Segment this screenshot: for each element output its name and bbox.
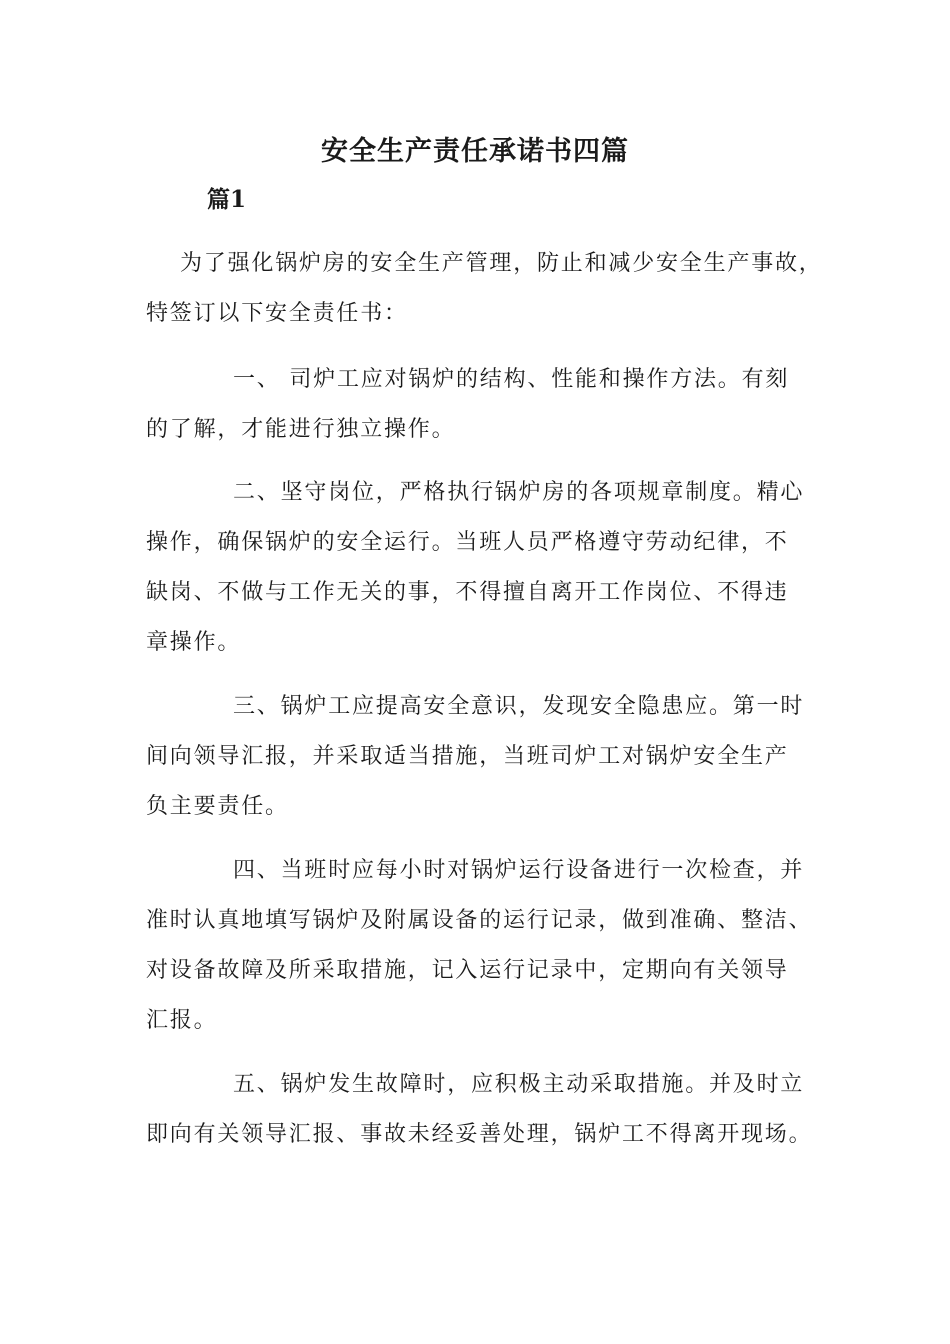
paragraph-item-3 (146, 682, 811, 832)
document-title: 安全生产责任承诺书四篇 (321, 136, 629, 167)
paragraph-line: 特签订以下安全责任书： (146, 301, 408, 326)
paragraph-line: 为了强化锅炉房的安全生产管理，防止和减少安全生产事故， (180, 251, 823, 276)
paragraph-line: 操作，确保锅炉的安全运行。当班人员严格遵守劳动纪律，不 (146, 530, 789, 555)
paragraph-line: 汇报。 (146, 1008, 218, 1033)
paragraph-line: 章操作。 (146, 630, 242, 655)
section-heading: 篇1 (207, 186, 247, 213)
paragraph-line: 即向有关领导汇报、事故未经妥善处理，锅炉工不得离开现场。 (146, 1122, 813, 1147)
paragraph-line: 的了解，才能进行独立操作。 (146, 417, 456, 442)
paragraph-line: 二、坚守岗位，严格执行锅炉房的各项规章制度。精心 (233, 480, 805, 505)
paragraph-line: 对设备故障及所采取措施，记入运行记录中，定期向有关领导 (146, 958, 789, 983)
paragraph-line: 间向领导汇报，并采取适当措施，当班司炉工对锅炉安全生产 (146, 744, 789, 769)
paragraph-line: 一、 司炉工应对锅炉的结构、性能和操作方法。有刻 (233, 367, 790, 392)
paragraph-intro (146, 239, 823, 339)
paragraph-line: 四、当班时应每小时对锅炉运行设备进行一次检查，并 (233, 858, 805, 883)
paragraph-item-1 (146, 355, 811, 455)
paragraph-line: 负主要责任。 (146, 794, 289, 819)
paragraph-line: 准时认真地填写锅炉及附属设备的运行记录，做到准确、整洁、 (146, 908, 813, 933)
paragraph-line: 三、锅炉工应提高安全意识，发现安全隐患应。第一时 (233, 694, 805, 719)
paragraph-item-2 (146, 468, 811, 668)
paragraph-line: 五、锅炉发生故障时，应积极主动采取措施。并及时立 (233, 1072, 805, 1097)
paragraph-item-4 (146, 846, 811, 1046)
paragraph-line: 缺岗、不做与工作无关的事，不得擅自离开工作岗位、不得违 (146, 580, 789, 605)
paragraph-item-5 (146, 1060, 811, 1160)
